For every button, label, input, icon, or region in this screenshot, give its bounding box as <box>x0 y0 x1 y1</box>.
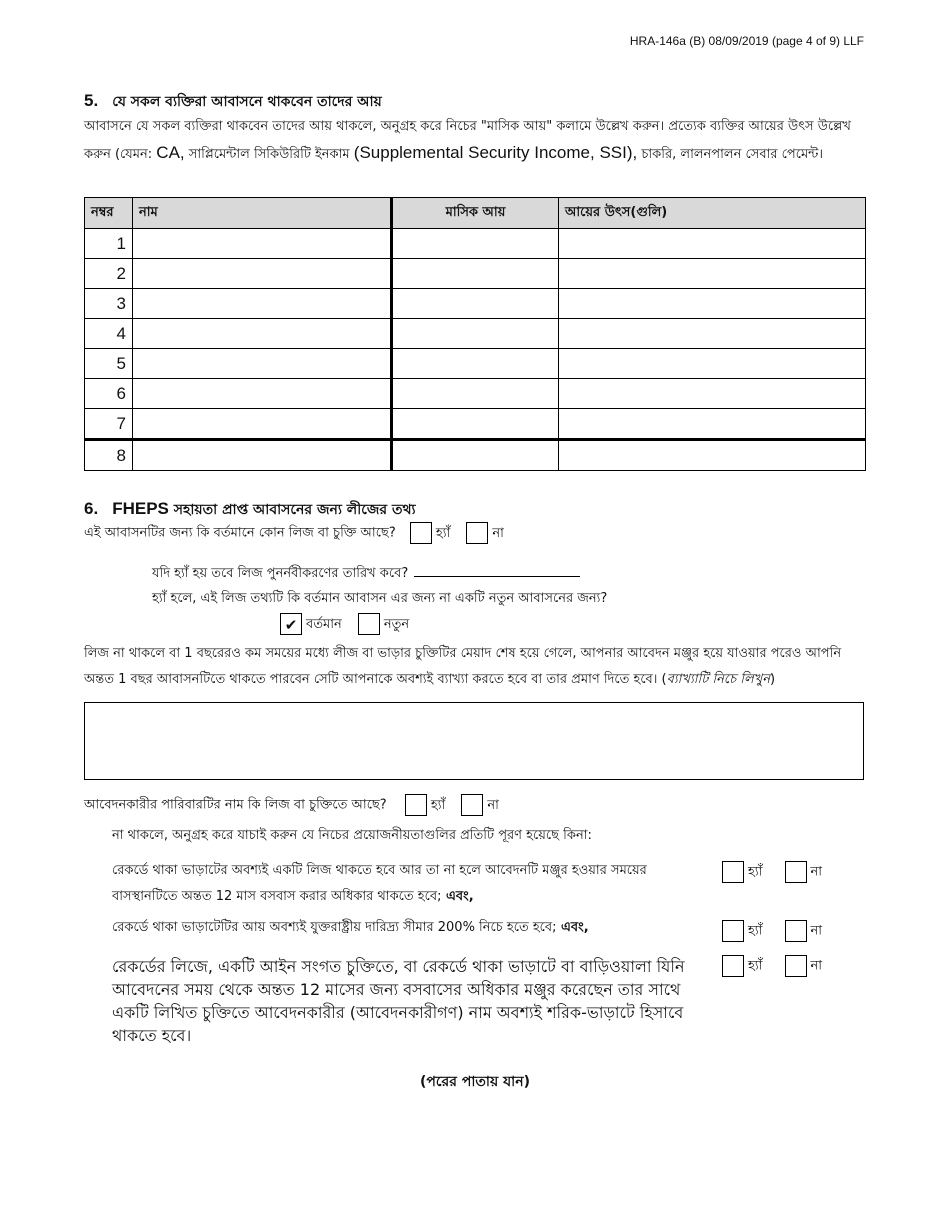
source-cell[interactable] <box>559 379 866 409</box>
lease-yes-checkbox[interactable] <box>410 522 432 544</box>
yes-label: হ্যাঁ <box>435 525 451 541</box>
income-cell[interactable] <box>392 229 559 259</box>
name-cell[interactable] <box>133 229 392 259</box>
income-cell[interactable] <box>392 319 559 349</box>
income-cell[interactable] <box>392 349 559 379</box>
and-label: এবং, <box>556 920 589 935</box>
household-question-text: আবেদনকারীর পারিবারটির নাম কি লিজ বা চুক্তিতে আছে? <box>84 797 387 813</box>
current-checkbox[interactable]: ✔ <box>280 613 302 635</box>
section-title-text: সহায়তা প্রাপ্ত আবাসনের জন্য লীজের তথ্য <box>168 502 416 518</box>
source-cell[interactable] <box>559 289 866 319</box>
col-name: নাম <box>133 198 392 229</box>
verify-requirements: না থাকলে, অনুগ্রহ করে যাচাই করুন যে নিচের প্রয়োজনীয়তাগুলির প্রতিটি পূরণ হয়েছে কিনা: <box>112 828 592 843</box>
source-cell[interactable] <box>559 319 866 349</box>
name-cell[interactable] <box>133 440 392 471</box>
instr-text-c: চাকরি, লালনপালন সেবার পেমেন্ট। <box>637 147 824 162</box>
explanation-textbox[interactable] <box>84 702 864 780</box>
household-on-lease-question <box>84 794 499 817</box>
requirement-3: রেকর্ডের লিজে, একটি আইন সংগত চুক্তিতে, বা রেকর্ডে থাকা ভাড়াটে বা বাড়িওয়ালা যিনি আবেদনের সময় থেকে অন্তত 12 মাসের জন্য বসবাসের অধিকার মঞ্জুর করেছেন তার সাথে একটি লিখিত চুক্তিতে আবেদনকারীর (আবেদনকারীগণ) নাম অবশ্যই শরিক-ভাড়াটে হিসাবে থাকতে হবে। <box>112 957 685 1045</box>
row-number: 3 <box>85 289 133 319</box>
source-cell[interactable] <box>559 259 866 289</box>
table-row <box>85 379 866 409</box>
no-label: না <box>810 864 823 880</box>
lease-question-text: এই আবাসনটির জন্য কি বর্তমানে কোন লিজ বা চুক্তি আছে? <box>84 525 396 541</box>
income-cell[interactable] <box>392 379 559 409</box>
name-cell[interactable] <box>133 289 392 319</box>
table-row <box>85 409 866 440</box>
req1-yes-checkbox[interactable] <box>722 861 744 883</box>
requirement-1-text: রেকর্ডে থাকা ভাড়াটের অবশ্যই একটি লিজ থাকতে হবে আর তা না হলে আবেদনটি মঞ্জুর হওয়ার সময়ের বাসস্থানটিতে অন্তত 12 মাস বসবাস করার অধিকার থাকতে হবে; <box>112 863 647 904</box>
row-number: 2 <box>85 259 133 289</box>
name-cell[interactable] <box>133 379 392 409</box>
row-number: 6 <box>85 379 133 409</box>
requirement-2-options <box>722 920 822 943</box>
household-yes-checkbox[interactable] <box>405 794 427 816</box>
instr-ssi: (Supplemental Security Income, SSI), <box>353 143 638 162</box>
source-cell[interactable] <box>559 440 866 471</box>
source-cell[interactable] <box>559 409 866 440</box>
income-cell[interactable] <box>392 440 559 471</box>
yes-label: হ্যাঁ <box>430 797 446 813</box>
name-cell[interactable] <box>133 349 392 379</box>
income-table <box>84 197 866 471</box>
no-label: না <box>492 525 504 541</box>
explanation-text: লিজ না থাকলে বা 1 বছরেরও কম সময়ের মধ্যে লীজ বা ভাড়ার চুক্তিটির মেয়াদ শেষ হয়ে গেলে, আপনার আবেদন মঞ্জুর হয়ে যাওয়ার পরেও আপনি অন্তত 1 বছর আবাসনটিতে থাকতে পারবেন সেটি আপনাকে অবশ্যই ব্যাখ্যা করতে হবে বা তার প্রমাণ দিতে হবে। ( <box>84 646 842 687</box>
lease-type-question: হ্যাঁ হলে, এই লিজ তথ্যটি কি বর্তমান আবাসন এর জন্য না একটি নতুন আবাসনের জন্য? <box>152 591 608 606</box>
name-cell[interactable] <box>133 319 392 349</box>
new-checkbox[interactable] <box>358 613 380 635</box>
table-row <box>85 440 866 471</box>
yes-label: হ্যাঁ <box>748 923 763 939</box>
row-number: 4 <box>85 319 133 349</box>
explanation-instructions <box>84 641 864 693</box>
table-row <box>85 349 866 379</box>
col-number: নম্বর <box>85 198 133 229</box>
section-5-title <box>84 90 382 114</box>
new-label: নতুন <box>383 616 410 632</box>
continue-next-page: (পরের পাতায় যান) <box>420 1074 530 1090</box>
yes-label: হ্যাঁ <box>748 864 763 880</box>
income-cell[interactable] <box>392 259 559 289</box>
requirement-3-options <box>722 955 822 978</box>
table-row <box>85 319 866 349</box>
section-title-text: যে সকল ব্যক্তিরা আবাসনে থাকবেন তাদের আয় <box>112 94 382 110</box>
no-label: না <box>487 797 499 813</box>
income-cell[interactable] <box>392 289 559 319</box>
requirement-1-options <box>722 861 822 884</box>
current-label: বর্তমান <box>306 616 342 632</box>
explanation-close: ) <box>769 672 776 687</box>
section-number: 5. <box>84 91 99 110</box>
table-row <box>85 259 866 289</box>
req2-yes-checkbox[interactable] <box>722 920 744 942</box>
col-income-source: আয়ের উৎস(গুলি) <box>559 198 866 229</box>
source-cell[interactable] <box>559 349 866 379</box>
row-number: 5 <box>85 349 133 379</box>
row-number: 1 <box>85 229 133 259</box>
lease-no-checkbox[interactable] <box>466 522 488 544</box>
no-label: না <box>810 958 823 974</box>
section-number: 6. <box>84 499 99 518</box>
source-cell[interactable] <box>559 229 866 259</box>
section-6-title <box>84 498 416 522</box>
requirement-2-text: রেকর্ডে থাকা ভাড়াটেটির আয় অবশ্যই যুক্তরাষ্ট্রীয় দারিদ্র্য সীমার 200% নিচে হতে হবে; <box>112 920 557 935</box>
req2-no-checkbox[interactable] <box>785 920 807 942</box>
req1-no-checkbox[interactable] <box>785 861 807 883</box>
renewal-date-text: যদি হ্যাঁ হয় তবে লিজ পুনর্নবীকরণের তারিখ কবে? <box>152 566 409 581</box>
renewal-date-field[interactable] <box>414 562 580 577</box>
table-row <box>85 229 866 259</box>
yes-label: হ্যাঁ <box>748 958 763 974</box>
req3-no-checkbox[interactable] <box>785 955 807 977</box>
household-no-checkbox[interactable] <box>461 794 483 816</box>
col-monthly-income: মাসিক আয় <box>392 198 559 229</box>
row-number: 7 <box>85 409 133 440</box>
row-number: 8 <box>85 440 133 471</box>
fheps-label: FHEPS <box>112 499 169 518</box>
form-id: HRA-146a (B) 08/09/2019 (page 4 of 9) LLF <box>629 34 864 48</box>
lease-type-options <box>280 613 409 636</box>
instr-text-a: আবাসনে যে সকল ব্যক্তিরা থাকবেন তাদের আয় থাকলে, অনুগ্রহ করে নিচের "মাসিক আয়" কলামে উল্লেখ করুন। প্রত্যেক ব্যক্তির আয়ের উৎস উল্লেখ করুন (যেমন: <box>84 119 851 162</box>
renewal-date-question <box>152 562 580 585</box>
section-5-instructions <box>84 114 864 168</box>
table-row <box>85 289 866 319</box>
requirement-2 <box>112 918 589 939</box>
and-label: এবং, <box>441 889 474 904</box>
instr-text-b: সাপ্লিমেন্টাল সিকিউরিটি ইনকাম <box>184 147 354 162</box>
name-cell[interactable] <box>133 409 392 440</box>
explanation-note: ব্যাখ্যাটি নিচে লিখুন <box>666 672 770 687</box>
requirement-1 <box>112 858 682 910</box>
req3-yes-checkbox[interactable] <box>722 955 744 977</box>
instr-ca: CA, <box>156 143 185 162</box>
name-cell[interactable] <box>133 259 392 289</box>
income-cell[interactable] <box>392 409 559 440</box>
no-label: না <box>810 923 823 939</box>
lease-question <box>84 522 504 545</box>
